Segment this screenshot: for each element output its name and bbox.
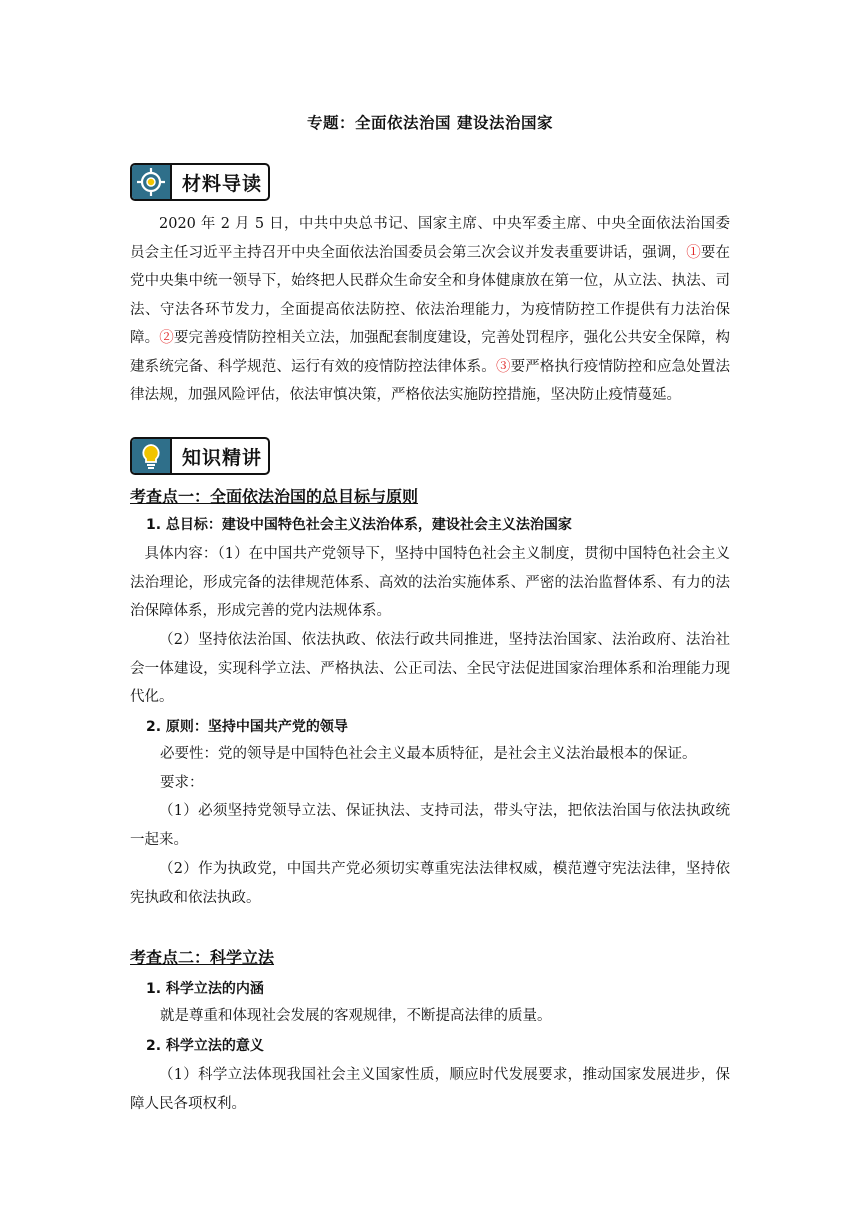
principle-heading: 2. 原则：坚持中国共产党的领导 xyxy=(146,719,348,735)
intro-text-b: 要在党中央集中统一领导下，始终把人民群众生命安全和身体健康放在第一位，从立法、执法、司法、守法各环节发力，全面提高依法防控、依法治理能力，为疫情防控工作提供有力法治保障。 xyxy=(130,244,731,346)
badge-knowledge xyxy=(130,437,270,475)
intro-text-a: 2020 年 2 月 5 日，中共中央总书记、国家主席、中央军委主席、中央全面依法治国委员会主任习近平主持召开中央全面依法治国委员会第三次会议并发表重要讲话，强调， xyxy=(130,216,730,261)
intro-text-d: 要严格执行疫情防控和应急处置法律法规，加强风险评估，依法审慎决策，严格依法实施防控措施，坚决防止疫情蔓延。 xyxy=(130,358,731,403)
necessity-text: 必要性：党的领导是中国特色社会主义最本质特征，是社会主义法治最根本的保证。 xyxy=(160,746,697,762)
marker-3: ③ xyxy=(495,358,511,375)
significance-paragraph-1: （1）科学立法体现我国社会主义国家性质，顺应时代发展要求，推动国家发展进步，保障人民各项权利。 xyxy=(130,1067,730,1112)
marker-1: ① xyxy=(686,244,701,261)
crosshair-icon xyxy=(132,165,172,199)
intro-text-c: 要完善疫情防控相关立法，加强配套制度建设，完善处罚程序，强化公共安全保障，构建系统完备、科学规范、运行有效的疫情防控法律体系。 xyxy=(130,330,731,375)
marker-2: ② xyxy=(159,330,174,346)
goal-paragraph-2: （2）坚持依法治国、依法执政、依法行政共同推进，坚持法治国家、法治政府、法治社会一体建设，实现科学立法、严格执法、公正司法、全民守法促进国家治理体系和治理能力现代化。 xyxy=(130,632,730,705)
goal-heading: 1. 总目标：建设中国特色社会主义法治体系，建设社会主义法治国家 xyxy=(146,517,572,533)
badge-material-reading xyxy=(130,163,270,201)
intro-paragraph xyxy=(130,210,730,410)
significance-heading: 2. 科学立法的意义 xyxy=(146,1038,264,1054)
page-title: 专题：全面依法治国 建设法治国家 xyxy=(307,114,553,132)
lightbulb-icon xyxy=(132,439,172,473)
section1-heading: 考查点一：全面依法治国的总目标与原则 xyxy=(130,487,419,506)
meaning-text: 就是尊重和体现社会发展的客观规律，不断提高法律的质量。 xyxy=(160,1008,552,1024)
requirements-label: 要求： xyxy=(160,775,204,791)
requirement-1: （1）必须坚持党领导立法、保证执法、支持司法，带头守法，把依法治国与依法执政统一起来。 xyxy=(130,803,730,848)
section2-heading: 考查点二：科学立法 xyxy=(130,948,275,967)
badge-label: 知识精讲 xyxy=(182,446,263,469)
goal-paragraph-1: 具体内容：（1）在中国共产党领导下，坚持中国特色社会主义制度，贯彻中国特色社会主义法治理论，形成完备的法律规范体系、高效的法治实施体系、严密的法治监督体系、有力的法治保障体系，形成完善的党内法规体系。 xyxy=(130,546,730,619)
meaning-heading: 1. 科学立法的内涵 xyxy=(146,981,264,997)
badge-label: 材料导读 xyxy=(182,172,263,195)
requirement-2: （2）作为执政党，中国共产党必须切实尊重宪法法律权威，模范遵守宪法法律，坚持依宪执政和依法执政。 xyxy=(130,861,730,906)
